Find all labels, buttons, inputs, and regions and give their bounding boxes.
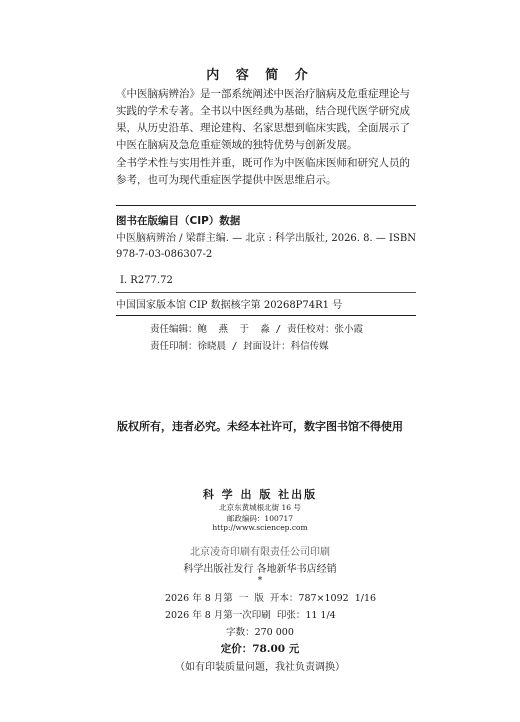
price: 定价：78.00 元: [220, 643, 300, 655]
word-count: 字数：270 000: [226, 627, 294, 638]
cip-classification: Ⅰ. R277.72: [120, 275, 173, 286]
publisher-website: http://www.sciencep.com: [212, 523, 308, 532]
cip-heading: 图书在版编目（CIP）数据: [116, 215, 241, 227]
cip-main-entry: 中医脑病辨治 / 梁群主编. — 北京 : 科学出版社, 2026. 8. — ISBN 978-7-03-086307-2: [116, 233, 416, 260]
edition-line-1: 2026 年 8 月第 一 版 开本：787×1092 1/16: [165, 593, 377, 604]
publisher-address: 北京东黄城根北街 16 号: [219, 503, 301, 512]
rights-notice: 版权所有，违者必究。未经本社许可，数字图书馆不得使用: [117, 420, 403, 433]
star-separator: *: [257, 576, 263, 586]
edition-line-2: 2026 年 8 月第一次印刷 印张：11 1/4: [165, 610, 336, 621]
intro-paragraph-2: 全书学术性与实用性并重，既可作为中医临床医师和研究人员的参考，也可为现代重症医学提供中医思维启示。: [116, 157, 410, 186]
quality-notice: （如有印装质量问题，我社负责调换）: [175, 662, 345, 673]
staff-line-1: 责任编辑：鲍 燕 于 淼 / 责任校对：张小霞: [150, 324, 363, 335]
publisher-name: 科 学 出 版 社出版: [202, 488, 318, 501]
cip-verification: 中国国家版本馆 CIP 数据核字第 20268P74R1 号: [116, 300, 343, 311]
distribution-line: 科学出版社发行 各地新华书店经销: [183, 564, 337, 575]
publisher-postcode: 邮政编码：100717: [226, 514, 294, 523]
intro-paragraph-1: 《中医脑病辨治》是一部系统阐述中医治疗脑病及危重症理论与实践的学术专著。全书以中医经典为基础，结合现代医学研究成果，从历史沿革、理论建构、名家思想到临床实践，全面展示了中医在脑病及急危重症领域的独特优势与创新发展。: [116, 88, 410, 151]
staff-line-2: 责任印制：徐晓晨 / 封面设计：科信传媒: [150, 341, 329, 352]
cip-top-rule: [116, 205, 416, 206]
cip-divider: [116, 292, 416, 293]
printer-line: 北京凌奇印刷有限责任公司印刷: [190, 547, 330, 558]
intro-title: 内 容 简 介: [206, 68, 314, 83]
cip-bottom-rule: [116, 315, 416, 316]
